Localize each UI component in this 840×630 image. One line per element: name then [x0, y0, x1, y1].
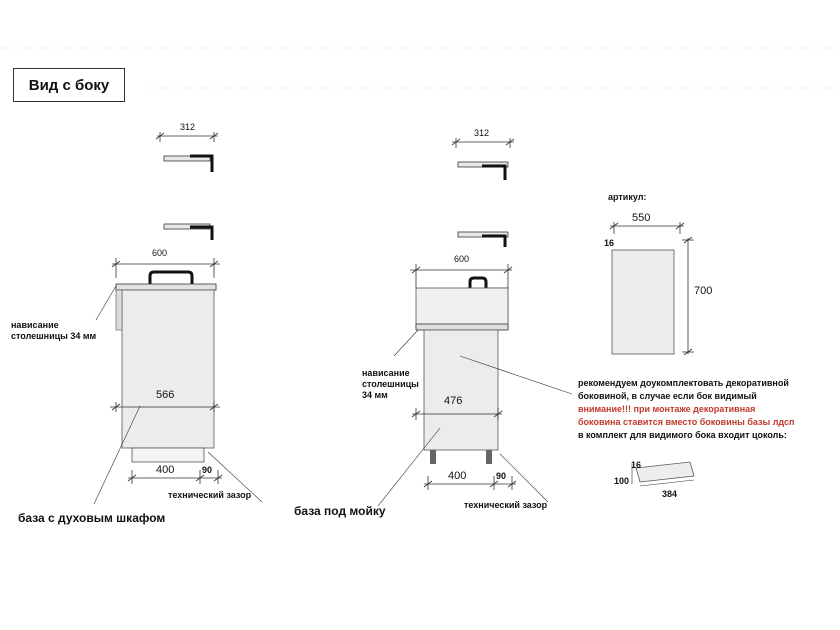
right-dim-400: 400 — [448, 470, 467, 482]
right-overhang-label-2: столешницы — [362, 379, 419, 389]
plinth-piece — [636, 462, 694, 482]
right-dim-312-line — [452, 138, 514, 148]
left-dim-312-line — [156, 132, 218, 142]
panel-dim-550: 550 — [632, 212, 651, 224]
right-dim-312: 312 — [474, 128, 490, 138]
note-warning-2: боковина ставится вместо боковины базы лдсп — [578, 417, 795, 427]
right-overhang-label-1: нависание — [362, 368, 410, 378]
right-overhang-label-3: 34 мм — [362, 390, 388, 400]
left-dim-566: 566 — [156, 389, 175, 401]
note-line-2: боковиной, в случае если бок видимый — [578, 391, 757, 401]
left-unit-name: база с духовым шкафом — [18, 511, 166, 525]
left-overhang-label-2: столешницы 34 мм — [11, 331, 97, 341]
panel-dim-700: 700 — [694, 285, 713, 297]
right-unit-name: база под мойку — [294, 504, 386, 518]
left-dim-600-line — [112, 258, 220, 278]
left-countertop-profile-top — [164, 156, 212, 172]
plinth-dim-16: 16 — [631, 460, 642, 470]
left-dim-312: 312 — [180, 122, 196, 132]
left-dim-600: 600 — [152, 248, 168, 258]
note-line-1: рекомендуем доукомплектовать декоративной — [578, 378, 789, 388]
right-dim-90: 90 — [496, 471, 507, 481]
right-dim-600: 600 — [454, 254, 470, 264]
note-line-3: в комплект для видимого бока входит цоколь: — [578, 430, 787, 440]
right-countertop-profile-top — [458, 162, 508, 180]
faint-guides — [0, 48, 840, 88]
decorative-side-panel — [612, 250, 674, 354]
plinth-dim-100: 100 — [614, 476, 630, 486]
article-label: артикул: — [608, 192, 647, 202]
left-gap-label: технический зазор — [168, 490, 252, 500]
note-warning-1: внимание!!! при монтаже декоративная — [578, 404, 756, 414]
right-countertop-profile-bottom — [458, 232, 508, 247]
plinth-dim-384: 384 — [662, 489, 678, 499]
right-cabinet — [416, 278, 508, 464]
right-dim-600-line — [410, 264, 512, 288]
left-overhang-label-1: нависание — [11, 320, 59, 330]
left-cabinet — [116, 272, 216, 462]
left-dim-400: 400 — [156, 464, 175, 476]
panel-dim-16: 16 — [604, 238, 615, 248]
right-gap-label: технический зазор — [464, 500, 548, 510]
page-title: Вид с боку — [13, 68, 125, 102]
left-countertop-profile-bottom — [164, 224, 212, 240]
right-dim-476: 476 — [444, 395, 463, 407]
left-dim-90: 90 — [202, 465, 213, 475]
